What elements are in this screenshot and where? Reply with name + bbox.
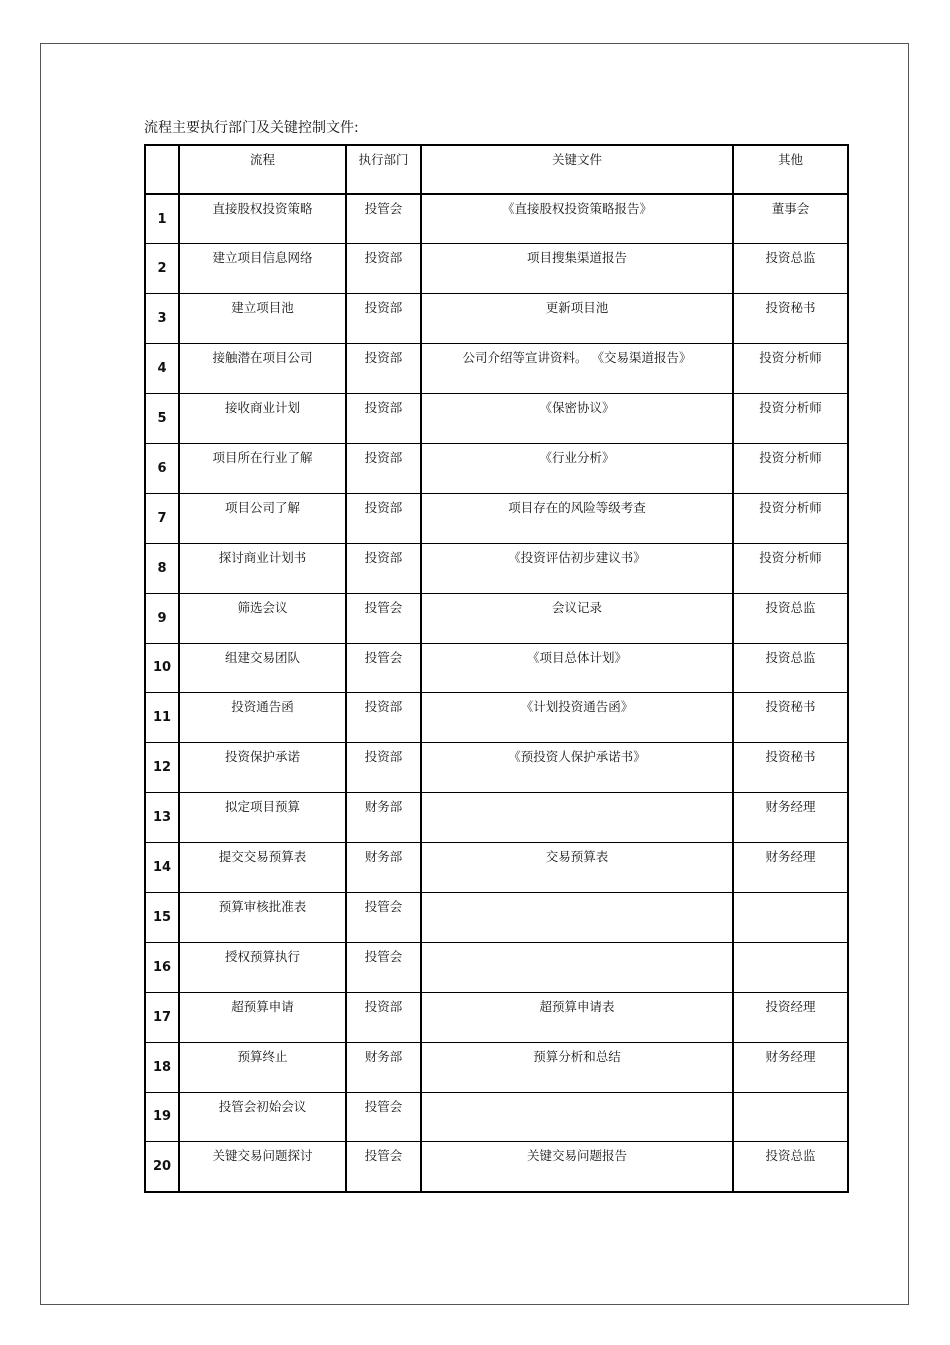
key-document-cell [421, 1092, 733, 1142]
table-row [145, 443, 848, 493]
table-row [145, 543, 848, 593]
other-cell: 投资总监 [733, 593, 848, 643]
table-row [145, 394, 848, 444]
process-cell: 建立项目信息网络 [179, 244, 346, 294]
key-document-cell: 《预投资人保护承诺书》 [421, 743, 733, 793]
row-number: 9 [145, 593, 179, 643]
other-cell: 投资分析师 [733, 344, 848, 394]
other-cell [733, 892, 848, 942]
row-number: 13 [145, 793, 179, 843]
row-number: 4 [145, 344, 179, 394]
row-number: 8 [145, 543, 179, 593]
table-header-row [145, 145, 848, 194]
table-row [145, 593, 848, 643]
process-cell: 预算审核批准表 [179, 892, 346, 942]
process-cell: 拟定项目预算 [179, 793, 346, 843]
key-document-cell: 《项目总体计划》 [421, 643, 733, 693]
key-document-cell: 项目存在的风险等级考查 [421, 493, 733, 543]
department-cell: 投管会 [346, 1092, 421, 1142]
key-document-cell [421, 892, 733, 942]
key-document-cell: 交易预算表 [421, 843, 733, 893]
department-cell: 投管会 [346, 892, 421, 942]
table-row [145, 743, 848, 793]
other-cell: 投资秘书 [733, 743, 848, 793]
process-cell: 投资保护承诺 [179, 743, 346, 793]
process-cell: 直接股权投资策略 [179, 194, 346, 244]
process-cell: 授权预算执行 [179, 942, 346, 992]
department-cell: 投资部 [346, 693, 421, 743]
other-cell: 投资总监 [733, 244, 848, 294]
department-cell: 投资部 [346, 992, 421, 1042]
key-document-cell: 更新项目池 [421, 294, 733, 344]
table-row [145, 992, 848, 1042]
table-row [145, 892, 848, 942]
table-row [145, 693, 848, 743]
other-cell: 投资总监 [733, 1142, 848, 1192]
row-number: 19 [145, 1092, 179, 1142]
process-cell: 筛选会议 [179, 593, 346, 643]
row-number: 5 [145, 394, 179, 444]
other-cell [733, 942, 848, 992]
table-row [145, 1042, 848, 1092]
key-document-cell [421, 942, 733, 992]
department-cell: 财务部 [346, 1042, 421, 1092]
table-row [145, 344, 848, 394]
other-cell [733, 1092, 848, 1142]
table-row [145, 942, 848, 992]
key-document-cell: 会议记录 [421, 593, 733, 643]
key-document-cell: 《直接股权投资策略报告》 [421, 194, 733, 244]
department-cell: 财务部 [346, 793, 421, 843]
process-cell: 项目公司了解 [179, 493, 346, 543]
other-cell: 投资分析师 [733, 443, 848, 493]
key-document-cell: 预算分析和总结 [421, 1042, 733, 1092]
key-document-cell: 超预算申请表 [421, 992, 733, 1042]
other-cell: 投资秘书 [733, 294, 848, 344]
row-number: 3 [145, 294, 179, 344]
key-document-cell: 《行业分析》 [421, 443, 733, 493]
other-cell: 投资分析师 [733, 543, 848, 593]
row-number: 10 [145, 643, 179, 693]
row-number: 12 [145, 743, 179, 793]
process-cell: 接收商业计划 [179, 394, 346, 444]
key-document-cell: 《计划投资通告函》 [421, 693, 733, 743]
process-table [144, 144, 849, 1193]
department-cell: 投资部 [346, 344, 421, 394]
department-cell: 投资部 [346, 443, 421, 493]
table-row [145, 1142, 848, 1192]
other-cell: 投资分析师 [733, 394, 848, 444]
header-department: 执行部门 [346, 145, 421, 194]
department-cell: 投管会 [346, 942, 421, 992]
key-document-cell: 项目搜集渠道报告 [421, 244, 733, 294]
table-row [145, 294, 848, 344]
process-cell: 提交交易预算表 [179, 843, 346, 893]
row-number: 14 [145, 843, 179, 893]
department-cell: 投管会 [346, 1142, 421, 1192]
department-cell: 投资部 [346, 294, 421, 344]
other-cell: 投资秘书 [733, 693, 848, 743]
other-cell: 投资总监 [733, 643, 848, 693]
table-row [145, 643, 848, 693]
process-cell: 投管会初始会议 [179, 1092, 346, 1142]
department-cell: 投管会 [346, 643, 421, 693]
process-cell: 建立项目池 [179, 294, 346, 344]
process-cell: 投资通告函 [179, 693, 346, 743]
department-cell: 投资部 [346, 394, 421, 444]
row-number: 17 [145, 992, 179, 1042]
table-row [145, 1092, 848, 1142]
department-cell: 财务部 [346, 843, 421, 893]
header-number [145, 145, 179, 194]
other-cell: 董事会 [733, 194, 848, 244]
row-number: 6 [145, 443, 179, 493]
department-cell: 投资部 [346, 244, 421, 294]
key-document-cell: 公司介绍等宣讲资料。 《交易渠道报告》 [421, 344, 733, 394]
other-cell: 财务经理 [733, 1042, 848, 1092]
key-document-cell: 《保密协议》 [421, 394, 733, 444]
table-body [145, 194, 848, 1192]
row-number: 18 [145, 1042, 179, 1092]
process-cell: 预算终止 [179, 1042, 346, 1092]
row-number: 20 [145, 1142, 179, 1192]
department-cell: 投管会 [346, 593, 421, 643]
department-cell: 投资部 [346, 743, 421, 793]
row-number: 15 [145, 892, 179, 942]
row-number: 1 [145, 194, 179, 244]
key-document-cell: 《投资评估初步建议书》 [421, 543, 733, 593]
other-cell: 投资分析师 [733, 493, 848, 543]
header-other: 其他 [733, 145, 848, 194]
process-cell: 关键交易问题探讨 [179, 1142, 346, 1192]
table-row [145, 843, 848, 893]
key-document-cell [421, 793, 733, 843]
process-cell: 组建交易团队 [179, 643, 346, 693]
department-cell: 投资部 [346, 493, 421, 543]
table-row [145, 493, 848, 543]
table-row [145, 244, 848, 294]
document-heading: 流程主要执行部门及关键控制文件: [144, 120, 359, 136]
process-cell: 探讨商业计划书 [179, 543, 346, 593]
row-number: 7 [145, 493, 179, 543]
row-number: 11 [145, 693, 179, 743]
table-row [145, 793, 848, 843]
header-key-document: 关键文件 [421, 145, 733, 194]
other-cell: 投资经理 [733, 992, 848, 1042]
process-cell: 超预算申请 [179, 992, 346, 1042]
row-number: 16 [145, 942, 179, 992]
row-number: 2 [145, 244, 179, 294]
other-cell: 财务经理 [733, 843, 848, 893]
header-process: 流程 [179, 145, 346, 194]
key-document-cell: 关键交易问题报告 [421, 1142, 733, 1192]
department-cell: 投管会 [346, 194, 421, 244]
other-cell: 财务经理 [733, 793, 848, 843]
table-row [145, 194, 848, 244]
process-cell: 接触潜在项目公司 [179, 344, 346, 394]
department-cell: 投资部 [346, 543, 421, 593]
process-cell: 项目所在行业了解 [179, 443, 346, 493]
